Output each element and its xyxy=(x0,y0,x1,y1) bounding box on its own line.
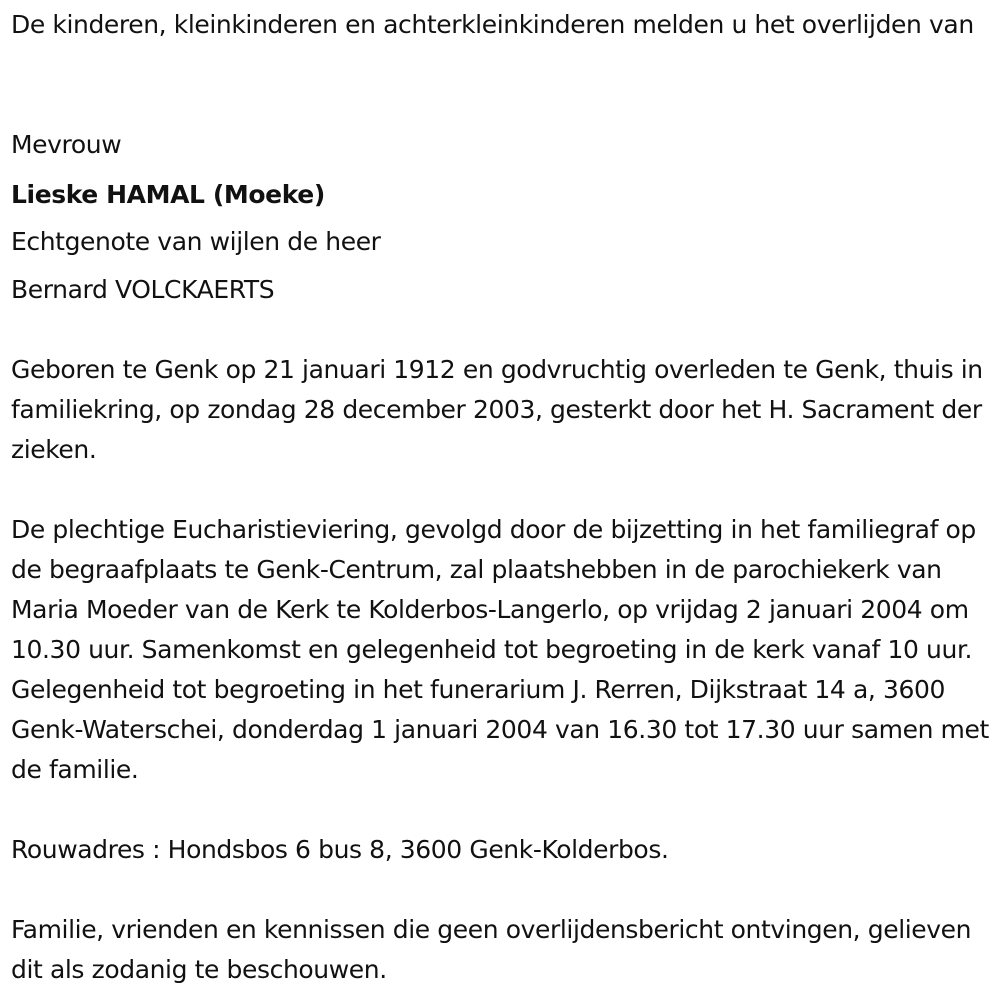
spouse-name: Bernard VOLCKAERTS xyxy=(11,275,275,304)
birth-death-paragraph: Geboren te Genk op 21 januari 1912 en godvruchtig overleden te Genk, thuis in familiekring, op zondag 28 december 2003, gesterkt door het H. Sacrament der zieken. xyxy=(11,355,983,464)
closing-paragraph: Familie, vrienden en kennissen die geen overlijdensbericht ontvingen, gelieven dit als zodanig te beschouwen. xyxy=(11,915,972,984)
deceased-name: Lieske HAMAL (Moeke) xyxy=(11,180,325,209)
mourning-address: Rouwadres : Hondsbos 6 bus 8, 3600 Genk-Kolderbos. xyxy=(11,835,669,864)
intro-paragraph: De kinderen, kleinkinderen en achterkleinkinderen melden u het overlijden van xyxy=(11,10,974,39)
honorific: Mevrouw xyxy=(11,130,122,159)
ceremony-paragraph: De plechtige Eucharistieviering, gevolgd door de bijzetting in het familiegraf op de begraafplaats te Genk-Centrum, zal plaatshebben in de parochiekerk van Maria Moeder van de Kerk te Kolderbos-Langerlo, op vrijdag 2 januari 2004 om 10.30 uur. Samenkomst en gelegenheid tot begroeting in de kerk vanaf 10 uur. Gelegenheid tot begroeting in het funerarium J. Rerren, Dijkstraat 14 a, 3600 Genk-Waterschei, donderdag 1 januari 2004 van 16.30 tot 17.30 uur samen met de familie. xyxy=(11,515,989,784)
spouse-line: Echtgenote van wijlen de heer xyxy=(11,227,381,256)
